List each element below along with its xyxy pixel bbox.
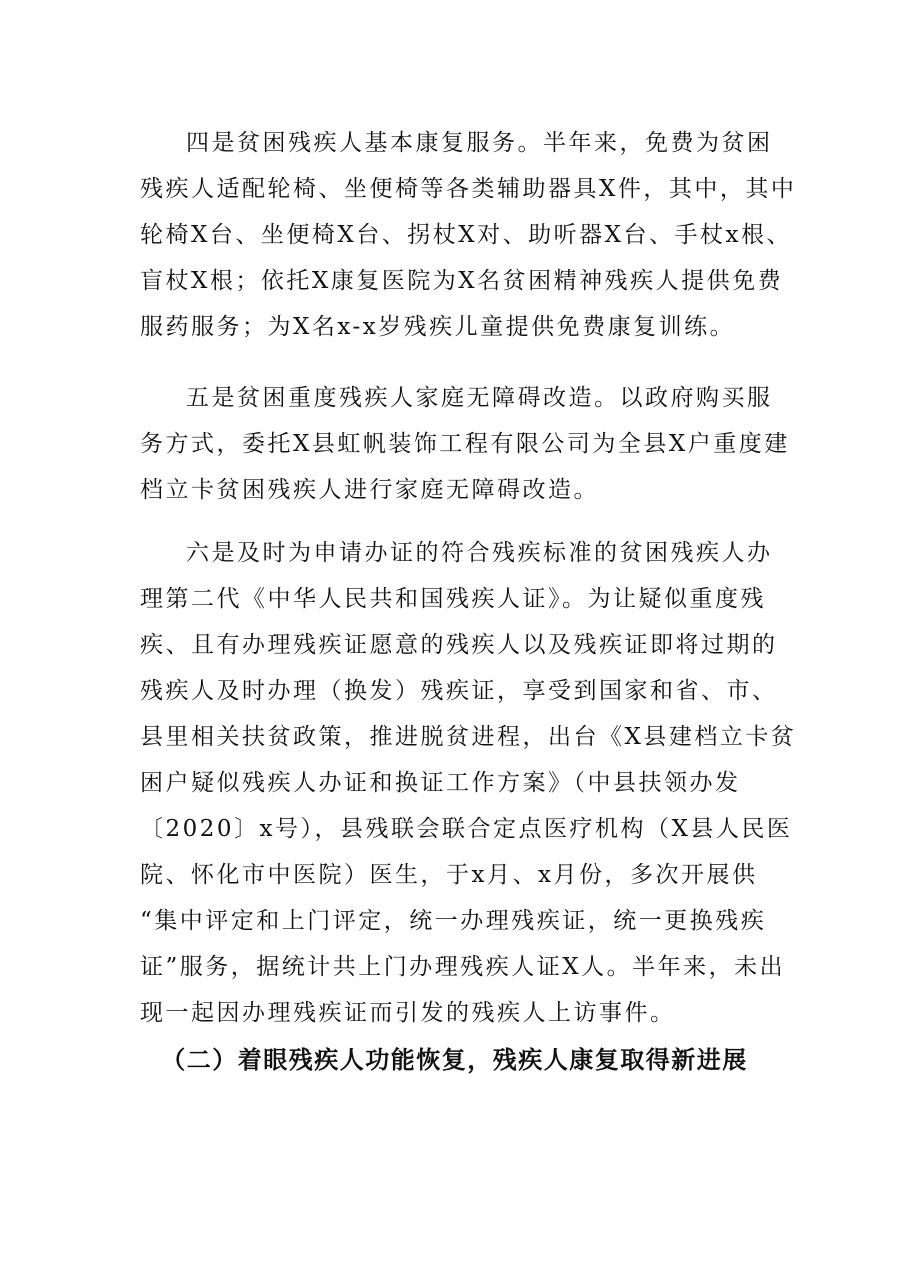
paragraph-line: 四是贫困残疾人基本康复服务。半年来，免费为贫困 [186,130,773,156]
paragraph-line: 困户疑似残疾人办证和换证工作方案》（中县扶领办发 [140,770,741,796]
paragraph-line: 疾、且有办理残疾证愿意的残疾人以及残疾证即将过期的 [140,632,778,658]
paragraph-line: 服药服务；为X名x-x岁残疾儿童提供免费康复训练。 [140,314,736,340]
paragraph-line: 档立卡贫困残疾人进行家庭无障碍改造。 [140,477,599,503]
paragraph-line: 院、怀化市中医院）医生，于x月、x月份，多次开展供 [140,862,758,888]
paragraph-line: 证”服务，据统计共上门办理残疾人证X人。半年来，未出 [140,954,786,980]
paragraph-line: “集中评定和上门评定，统一办理残疾证，统一更换残疾 [140,908,767,934]
paragraph-line: 县里相关扶贫政策，推进脱贫进程，出台《X县建档立卡贫 [140,724,797,750]
paragraph-line: 现一起因办理残疾证而引发的残疾人上访事件。 [140,1000,676,1026]
paragraph-line: 残疾人及时办理（换发）残疾证，享受到国家和省、市、 [140,678,778,704]
section-heading: （二）着眼残疾人功能恢复，残疾人康复取得新进展 [161,1045,748,1074]
paragraph-line: 务方式，委托X县虹帆装饰工程有限公司为全县X户重度建 [140,431,790,457]
paragraph-line: 轮椅X台、坐便椅X台、拐杖X对、助听器X台、手杖x根、 [140,222,792,248]
paragraph-line: 残疾人适配轮椅、坐便椅等各类辅助器具X件，其中，其中 [140,176,797,202]
paragraph-line: 五是贫困重度残疾人家庭无障碍改造。以政府购买服 [186,385,773,411]
paragraph-line: 六是及时为申请办证的符合残疾标准的贫困残疾人办 [186,540,773,566]
paragraph-line: 盲杖X根；依托X康复医院为X名贫困精神残疾人提供免费 [140,268,784,294]
paragraph-line: 〔2020〕x号），县残联会联合定点医疗机构（X县人民医 [140,816,793,842]
paragraph-line: 理第二代《中华人民共和国残疾人证》。为让疑似重度残 [140,586,766,612]
